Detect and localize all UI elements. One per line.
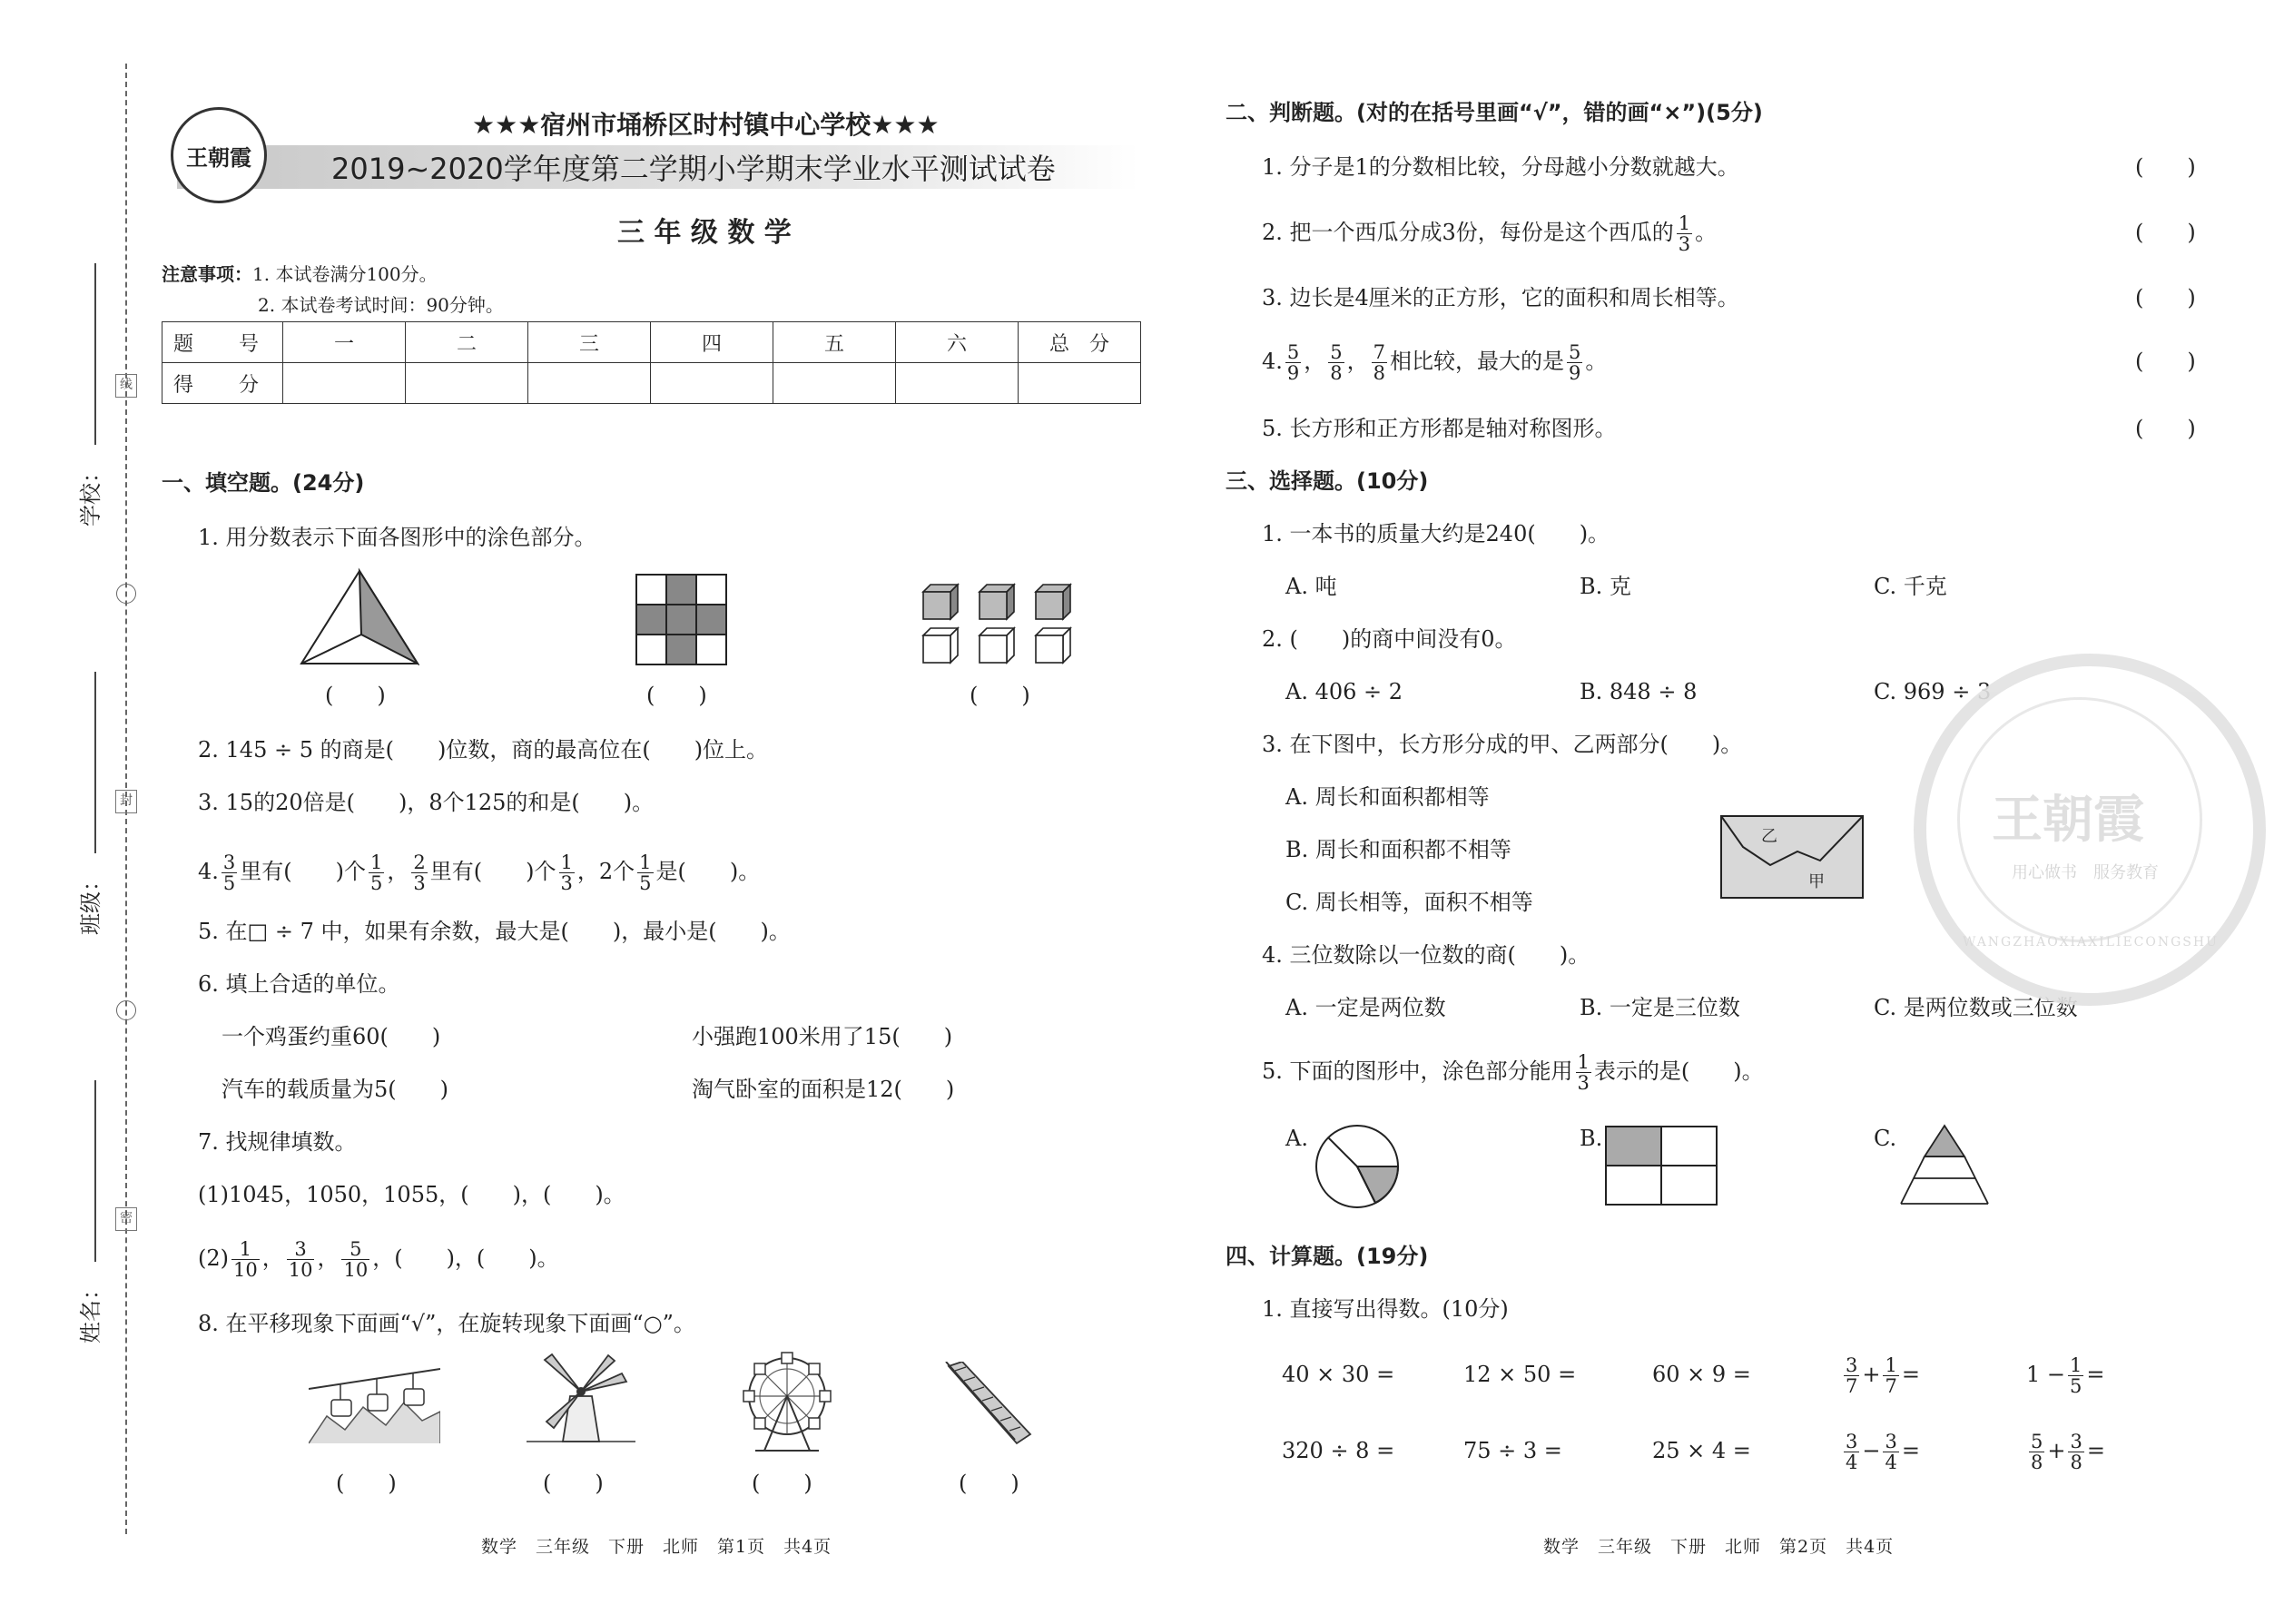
s1-q6a: 一个鸡蛋约重60( ) — [222, 1024, 441, 1049]
s2-q2: 2. 把一个西瓜分成3份，每份是这个西瓜的 $\frac{1}{3}$ 。 — [1262, 212, 1718, 255]
score-input-cell[interactable] — [1019, 363, 1141, 404]
calc-item: $\frac{5}{8}$ + $\frac{3}{8}$ = — [2031, 1431, 2105, 1473]
s3-q1: 1. 一本书的质量大约是240( )。 — [1262, 521, 1610, 546]
score-cell: 总 分 — [1019, 322, 1141, 363]
fraction: $\frac{1}{5}$ — [370, 851, 383, 894]
score-cell: 题 号 — [162, 322, 283, 363]
figure-triangle — [300, 567, 419, 667]
figure-grid — [635, 574, 728, 666]
fraction: $\frac{3}{4}$ — [1885, 1431, 1897, 1473]
s1-q8: 8. 在平移现象下面画“√”，在旋转现象下面画“○”。 — [198, 1311, 695, 1336]
s2-q1: 1. 分子是1的分数相比较，分母越小分数就越大。 — [1262, 154, 1739, 180]
binding-hole-icon — [116, 1000, 136, 1020]
answer-blank[interactable]: ( ) — [959, 1471, 1019, 1496]
fraction: $\frac{1}{10}$ — [233, 1238, 258, 1281]
score-input-cell[interactable] — [528, 363, 651, 404]
s1-q6b: 小强跑100米用了15( ) — [692, 1024, 953, 1049]
score-table — [162, 321, 1141, 404]
side-school-label: 学校： — [78, 461, 103, 527]
footer-right: 数学 三年级 下册 北师 第2页 共4页 — [1543, 1537, 1895, 1557]
s2-q3: 3. 边长是4厘米的正方形，它的面积和周长相等。 — [1262, 285, 1739, 310]
option[interactable]: B. 周长和面积都不相等 — [1285, 837, 1511, 862]
s1-q7b: (2) $\frac{1}{10}$ ， $\frac{3}{10}$ ， $\frac{5}{10}$ ，( )，( )。 — [198, 1238, 559, 1281]
section-1-heading: 一、填空题。(24分) — [162, 470, 365, 496]
option[interactable]: A. — [1285, 1126, 1308, 1151]
judge-blank[interactable]: ( ) — [2135, 154, 2196, 180]
windmill-picture — [527, 1351, 635, 1446]
fraction: $\frac{5}{9}$ — [1286, 341, 1300, 384]
watermark-brand: 王朝霞 — [1992, 791, 2144, 850]
fraction: $\frac{1}{5}$ — [639, 851, 652, 894]
watermark-slogan: 用心做书 服务教育 — [2012, 863, 2159, 882]
figure-label-jia: 甲 — [1808, 872, 1825, 891]
answer-blank[interactable]: ( ) — [970, 683, 1030, 708]
option[interactable]: C. — [1874, 1126, 1897, 1151]
answer-blank[interactable]: ( ) — [543, 1471, 604, 1496]
s2-q5: 5. 长方形和正方形都是轴对称图形。 — [1262, 416, 1617, 441]
calc-item: 25 × 4 = — [1652, 1438, 1751, 1463]
s4-q1: 1. 直接写出得数。(10分) — [1262, 1296, 1509, 1322]
logo-badge — [171, 107, 267, 203]
fraction: $\frac{1}{5}$ — [2070, 1354, 2082, 1397]
notes-item-2: 2. 本试卷考试时间：90分钟。 — [258, 294, 504, 316]
watermark-seal — [1914, 654, 2266, 1006]
section-2-heading: 二、判断题。(对的在括号里画“√”，错的画“×”)(5分) — [1226, 100, 1763, 125]
s1-q3: 3. 15的20倍是( )，8个125的和是( )。 — [198, 790, 655, 815]
option[interactable]: C. 是两位数或三位数 — [1874, 995, 2078, 1020]
calc-item: 1 − $\frac{1}{5}$ = — [2026, 1354, 2105, 1397]
judge-blank[interactable]: ( ) — [2135, 285, 2196, 310]
binding-hole-icon — [116, 584, 136, 604]
score-table-score-row — [162, 363, 1141, 404]
fraction: $\frac{5}{8}$ — [1330, 341, 1343, 384]
subject-title: 三 年 级 数 学 — [617, 217, 792, 249]
side-box-seal: 封 — [115, 790, 137, 813]
option[interactable]: B. 一定是三位数 — [1580, 995, 1740, 1020]
option[interactable]: B. 848 ÷ 8 — [1580, 679, 1698, 704]
side-box-secret: 密 — [115, 1207, 137, 1231]
score-cell: 二 — [406, 322, 528, 363]
calc-item: 75 ÷ 3 = — [1463, 1438, 1562, 1463]
fraction: $\frac{3}{5}$ — [222, 851, 236, 894]
figure-cubes — [921, 577, 1080, 668]
score-cell: 五 — [773, 322, 896, 363]
fraction: $\frac{1}{3}$ — [1678, 212, 1691, 255]
figure-rectangle-split — [1720, 815, 1864, 899]
s1-q7a: (1)1045，1050，1055，( )，( )。 — [198, 1182, 625, 1207]
score-table-header-row — [162, 322, 1141, 363]
s3-q4: 4. 三位数除以一位数的商( )。 — [1262, 942, 1590, 968]
ferris-wheel-picture — [737, 1351, 837, 1452]
fraction: $\frac{5}{9}$ — [1569, 341, 1581, 384]
fraction: $\frac{3}{10}$ — [288, 1238, 313, 1281]
s1-q6: 6. 填上合适的单位。 — [198, 971, 400, 997]
watermark-ring-text: WANGZHAOXIAXILIECONGSHU — [1963, 935, 2219, 950]
fraction: $\frac{1}{7}$ — [1885, 1354, 1897, 1397]
calc-item: 60 × 9 = — [1652, 1362, 1751, 1387]
fraction: $\frac{3}{8}$ — [2070, 1431, 2082, 1473]
option[interactable]: C. 969 ÷ 3 — [1874, 679, 1992, 704]
logo-text: 王朝霞 — [186, 143, 251, 171]
calc-item: 320 ÷ 8 = — [1282, 1438, 1395, 1463]
s2-q4: 4. $\frac{5}{9}$ ， $\frac{5}{8}$ ， $\frac{7}{8}$ 相比较，最大的是 $\frac{5}{9}$ 。 — [1262, 341, 1608, 384]
answer-blank[interactable]: ( ) — [325, 683, 386, 708]
calc-item: $\frac{3}{4}$ − $\frac{3}{4}$ = — [1846, 1431, 1920, 1473]
score-cell: 四 — [651, 322, 773, 363]
fraction: $\frac{1}{3}$ — [1577, 1051, 1590, 1094]
fraction: $\frac{3}{4}$ — [1846, 1431, 1858, 1473]
score-cell: 一 — [283, 322, 406, 363]
option[interactable]: C. 周长相等，面积不相等 — [1285, 890, 1533, 915]
s1-q4: 4. $\frac{3}{5}$ 里有( )个 $\frac{1}{5}$ ， $\frac{2}{3}$ 里有( )个 $\frac{1}{3}$ ，2个 $\frac{1}{5}$ 是( )。 — [198, 851, 761, 894]
cable-car-picture — [309, 1362, 440, 1445]
calc-item: 40 × 30 = — [1282, 1362, 1395, 1387]
side-class-label: 班级： — [78, 870, 103, 935]
answer-blank[interactable]: ( ) — [752, 1471, 812, 1496]
score-input-cell[interactable] — [406, 363, 528, 404]
answer-blank[interactable]: ( ) — [646, 683, 707, 708]
fraction: $\frac{1}{3}$ — [560, 851, 573, 894]
footer-left: 数学 三年级 下册 北师 第1页 共4页 — [481, 1537, 832, 1557]
judge-blank[interactable]: ( ) — [2135, 220, 2196, 245]
option[interactable]: A. 一定是两位数 — [1285, 995, 1446, 1020]
section-4-heading: 四、计算题。(19分) — [1226, 1244, 1429, 1269]
option[interactable]: B. 克 — [1580, 574, 1631, 599]
calc-item: $\frac{3}{7}$ + $\frac{1}{7}$ = — [1846, 1354, 1920, 1397]
score-input-cell[interactable] — [283, 363, 406, 404]
notes-label: 注意事项：1. 本试卷满分100分。 — [162, 263, 438, 285]
score-input-cell[interactable] — [773, 363, 896, 404]
score-input-cell[interactable] — [896, 363, 1019, 404]
s1-q7: 7. 找规律填数。 — [198, 1129, 357, 1155]
fraction: $\frac{7}{8}$ — [1373, 341, 1386, 384]
side-class-line — [94, 672, 96, 853]
option[interactable]: B. — [1580, 1126, 1603, 1151]
score-cell: 六 — [896, 322, 1019, 363]
school-name: ★★★宿州市埇桥区时村镇中心学校★★★ — [472, 110, 940, 140]
s1-q2: 2. 145 ÷ 5 的商是( )位数，商的最高位在( )位上。 — [198, 737, 769, 763]
s3-q3: 3. 在下图中，长方形分成的甲、乙两部分( )。 — [1262, 732, 1743, 757]
side-school-line — [94, 263, 96, 445]
option[interactable]: A. 周长和面积都相等 — [1285, 784, 1490, 810]
figure-layered-triangle — [1897, 1124, 1992, 1207]
score-input-cell[interactable] — [651, 363, 773, 404]
s1-q1: 1. 用分数表示下面各图形中的涂色部分。 — [198, 525, 596, 550]
section-3-heading: 三、选择题。(10分) — [1226, 468, 1429, 494]
exam-title: 2019~2020学年度第二学期小学期末学业水平测试试卷 — [331, 152, 1056, 186]
option[interactable]: A. 406 ÷ 2 — [1285, 679, 1403, 704]
fraction: $\frac{5}{8}$ — [2031, 1431, 2043, 1473]
side-box-line: 线 — [115, 374, 137, 398]
fraction: $\frac{2}{3}$ — [413, 851, 426, 894]
answer-blank[interactable]: ( ) — [336, 1471, 397, 1496]
escalator-picture — [944, 1362, 1035, 1445]
figure-circle — [1310, 1124, 1404, 1209]
s3-q2: 2. ( )的商中间没有0。 — [1262, 626, 1517, 652]
side-name-label: 姓名： — [78, 1278, 103, 1343]
s1-q6d: 淘气卧室的面积是12( ) — [692, 1077, 955, 1102]
s3-q5: 5. 下面的图形中，涂色部分能用 $\frac{1}{3}$ 表示的是( )。 — [1262, 1051, 1764, 1094]
s1-q5: 5. 在□ ÷ 7 中，如果有余数，最大是( )，最小是( )。 — [198, 919, 791, 944]
judge-blank[interactable]: ( ) — [2135, 416, 2196, 441]
option[interactable]: A. 吨 — [1285, 574, 1337, 599]
calc-item: 12 × 50 = — [1463, 1362, 1577, 1387]
fraction: $\frac{5}{10}$ — [343, 1238, 369, 1281]
figure-square-quarters — [1605, 1126, 1718, 1206]
score-cell: 得 分 — [162, 363, 283, 404]
option[interactable]: C. 千克 — [1874, 574, 1947, 599]
s1-q6c: 汽车的载质量为5( ) — [222, 1077, 448, 1102]
judge-blank[interactable]: ( ) — [2135, 349, 2196, 374]
score-cell: 三 — [528, 322, 651, 363]
figure-label-yi: 乙 — [1761, 827, 1777, 846]
fraction: $\frac{3}{7}$ — [1846, 1354, 1858, 1397]
side-name-line — [94, 1080, 96, 1262]
